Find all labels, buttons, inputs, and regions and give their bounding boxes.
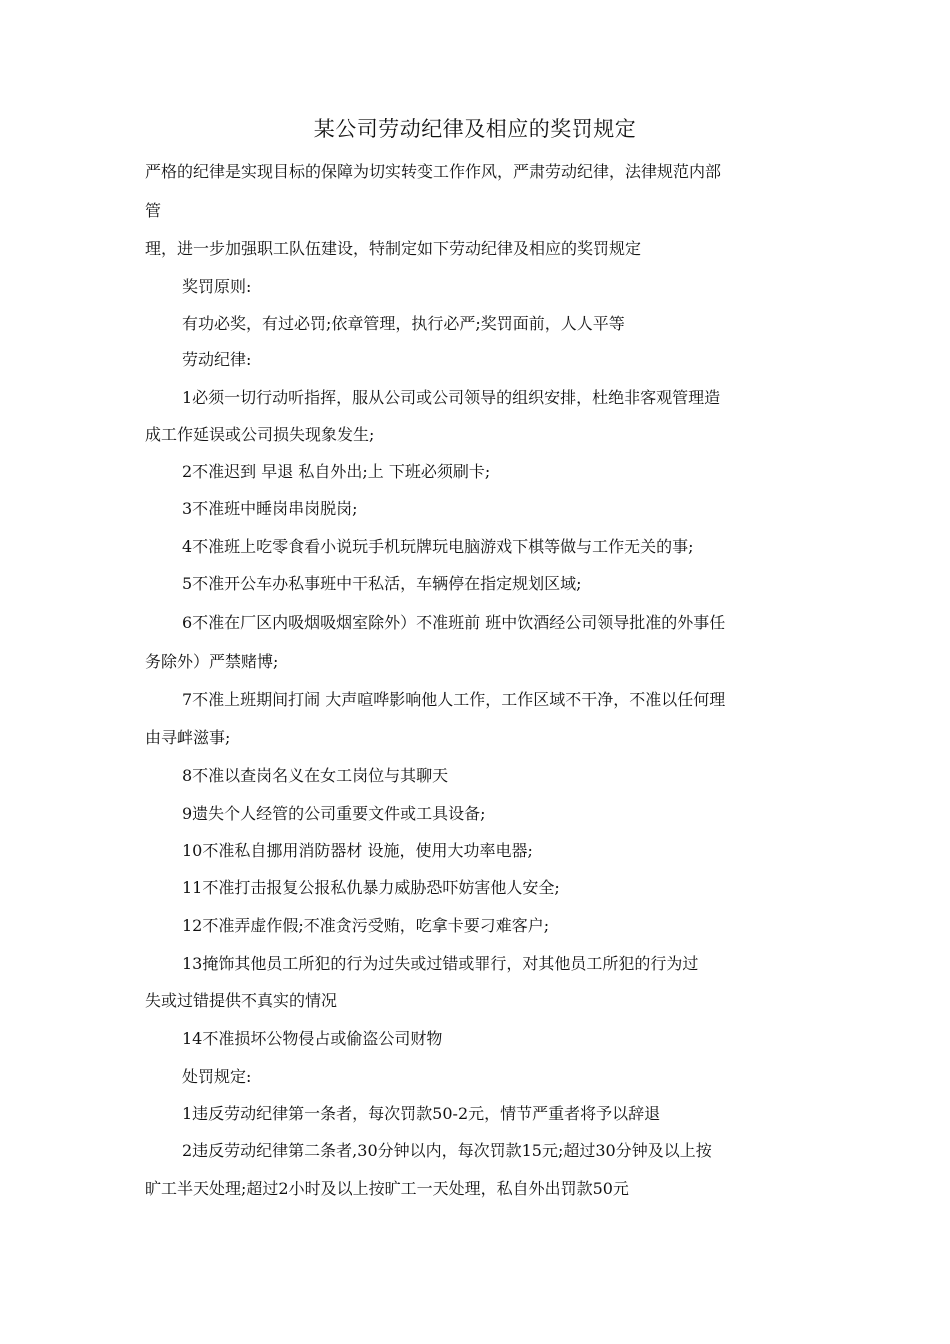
rule-item-continuation: 成工作延误或公司损失现象发生;: [145, 425, 375, 444]
section-heading: 奖罚原则:: [182, 277, 252, 296]
rule-item: 11不准打击报复公报私仇暴力威胁恐吓妨害他人安全;: [182, 878, 560, 897]
section-heading: 处罚规定:: [182, 1067, 252, 1086]
rule-item: 5不准开公车办私事班中干私活，车辆停在指定规划区域;: [182, 574, 582, 593]
rule-item: 2不准迟到 早退 私自外出;上 下班必须刷卡;: [182, 462, 491, 481]
penalty-item: 2违反劳动纪律第二条者,30分钟以内，每次罚款15元;超过30分钟及以上按: [182, 1141, 712, 1160]
rule-item: 1必须一切行动听指挥，服从公司或公司领导的组织安排，杜绝非客观管理造: [182, 388, 721, 407]
rule-item: 3不准班中睡岗串岗脱岗;: [182, 499, 358, 518]
body-line: 理，进一步加强职工队伍建设，特制定如下劳动纪律及相应的奖罚规定: [145, 239, 642, 258]
rule-item: 14不准损坏公物侵占或偷盗公司财物: [182, 1029, 443, 1048]
rule-item: 4不准班上吃零食看小说玩手机玩牌玩电脑游戏下棋等做与工作无关的事;: [182, 537, 694, 556]
rule-item: 6不准在厂区内吸烟吸烟室除外）不准班前 班中饮酒经公司领导批准的外事任: [182, 613, 726, 632]
body-line: 有功必奖，有过必罚;依章管理，执行必严;奖罚面前，人人平等: [182, 314, 625, 333]
section-heading: 劳动纪律:: [182, 350, 252, 369]
rule-item-continuation: 由寻衅滋事;: [145, 728, 231, 747]
rule-item: 8不准以查岗名义在女工岗位与其聊天: [182, 766, 449, 785]
rule-item: 7不准上班期间打闹 大声喧哗影响他人工作，工作区域不干净，不准以任何理: [182, 690, 726, 709]
rule-item: 13掩饰其他员工所犯的行为过失或过错或罪行，对其他员工所犯的行为过: [182, 954, 699, 973]
body-line: 管: [145, 201, 162, 220]
rule-item-continuation: 务除外）严禁赌博;: [145, 652, 279, 671]
body-line: 严格的纪律是实现目标的保障为切实转变工作作风，严肃劳动纪律，法律规范内部: [145, 162, 722, 181]
rule-item: 10不准私自挪用消防器材 设施，使用大功率电器;: [182, 841, 533, 860]
rule-item: 9遗失个人经管的公司重要文件或工具设备;: [182, 804, 486, 823]
document-title: 某公司劳动纪律及相应的奖罚规定: [313, 117, 637, 141]
rule-item: 12不准弄虚作假;不准贪污受贿，吃拿卡要刁难客户;: [182, 916, 550, 935]
penalty-item-continuation: 旷工半天处理;超过2小时及以上按旷工一天处理，私自外出罚款50元: [145, 1179, 629, 1198]
penalty-item: 1违反劳动纪律第一条者，每次罚款50-2元，情节严重者将予以辞退: [182, 1104, 661, 1123]
rule-item-continuation: 失或过错提供不真实的情况: [145, 991, 338, 1010]
